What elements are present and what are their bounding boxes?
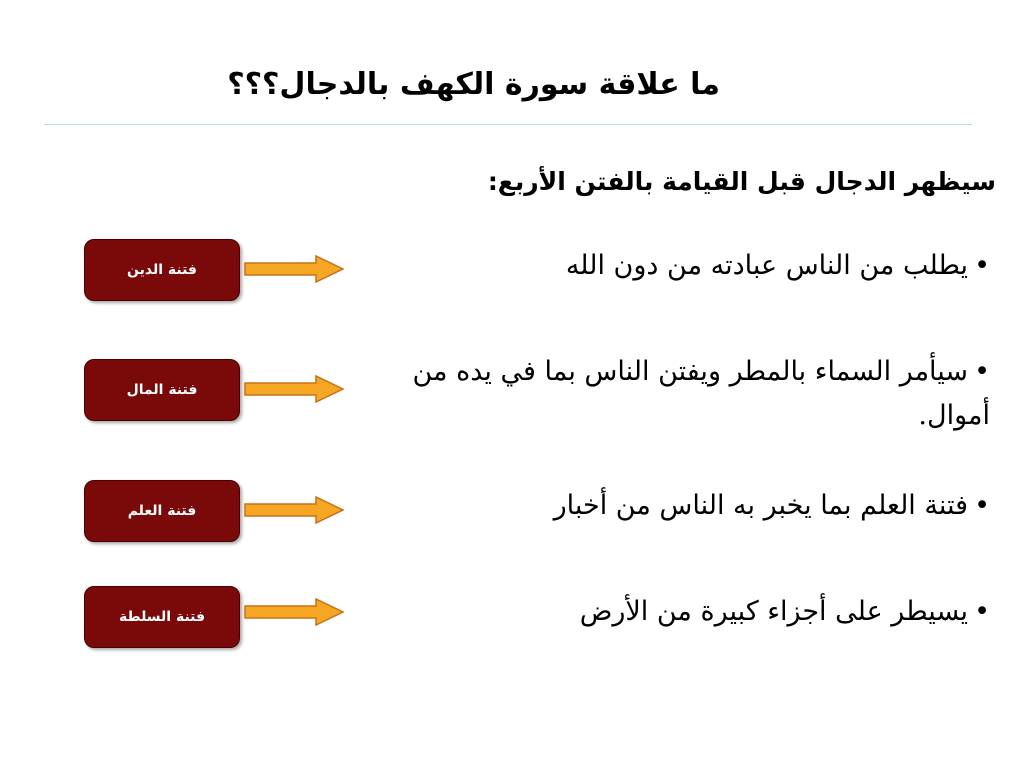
tag-fitnat-al-din: فتنة الدين: [84, 239, 240, 301]
tag-fitnat-al-sulta: فتنة السلطة: [84, 586, 240, 648]
right-arrow-icon: [244, 496, 344, 524]
bullet-dot: •: [974, 356, 990, 387]
bullet-item: [350, 484, 990, 528]
bullet-item: [350, 590, 990, 634]
title-divider: [44, 124, 972, 125]
right-arrow-icon: [244, 598, 344, 626]
bullet-item: [350, 244, 990, 288]
bullet-item: [350, 350, 990, 438]
bullet-text: يطلب من الناس عبادته من دون الله: [565, 250, 969, 281]
right-arrow-icon: [244, 375, 344, 403]
bullet-dot: •: [974, 596, 990, 627]
bullet-dot: •: [974, 250, 990, 281]
bullet-text: سيأمر السماء بالمطر ويفتن الناس بما في يده من أموال.: [412, 356, 990, 431]
right-arrow-icon: [244, 255, 344, 283]
bullet-text: يسيطر على أجزاء كبيرة من الأرض: [579, 596, 969, 627]
tag-fitnat-al-ilm: فتنة العلم: [84, 480, 240, 542]
bullet-dot: •: [974, 490, 990, 521]
slide-title: ما علاقة سورة الكهف بالدجال؟؟؟: [227, 67, 720, 102]
bullet-text: فتنة العلم بما يخبر به الناس من أخبار: [553, 490, 969, 521]
tag-fitnat-al-mal: فتنة المال: [84, 359, 240, 421]
intro-line: سيظهر الدجال قبل القيامة بالفتن الأربع:: [487, 167, 996, 196]
